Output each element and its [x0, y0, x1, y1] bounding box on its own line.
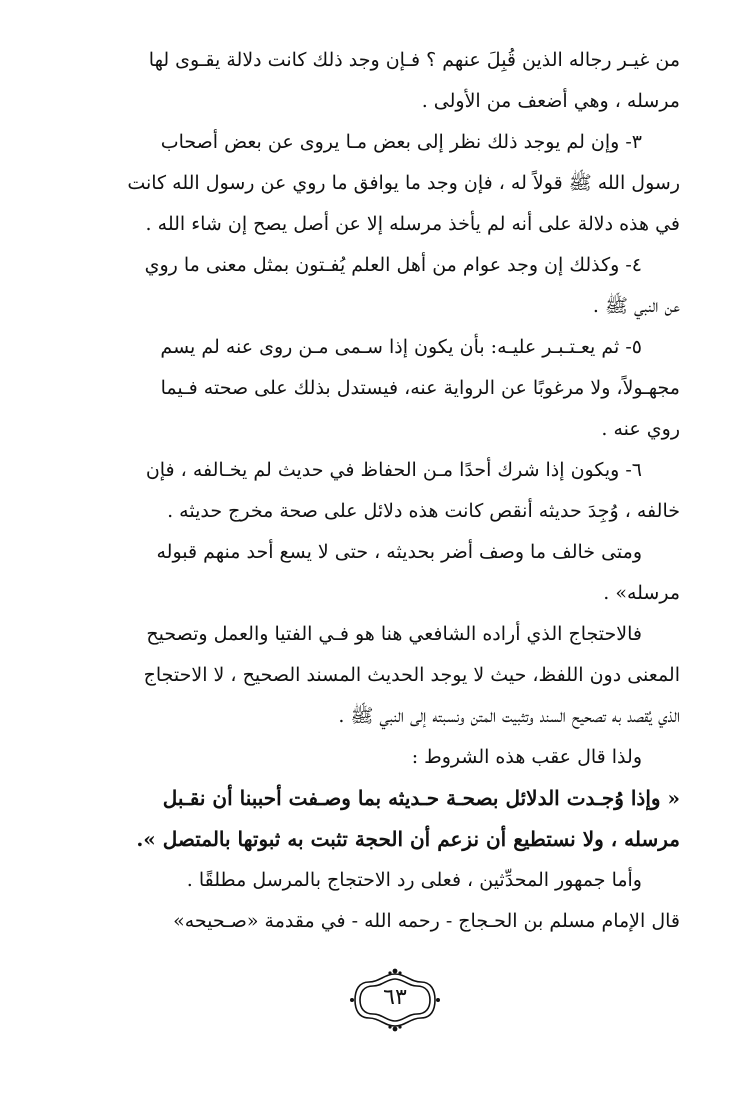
quote-line: « وإذا وُجـدت الدلائل بصحـة حـديثه بما وصـفت أحببنا أن نقـبل: [162, 786, 680, 810]
text-line: الذي يُقصد به تصحيح السند وتثبيت المتن ونسبته إلى النبي ﷺ .: [338, 705, 680, 727]
text-line: روي عنه .: [601, 418, 680, 440]
text-line: ٤- وكذلك إن وجد عوام من أهل العلم يُفـتون بمثل معنى ما روي: [144, 254, 642, 276]
quote-line: مرسله ، ولا نستطيع أن نزعم أن الحجة تثبت به ثبوتها بالمتصل ».: [136, 827, 680, 851]
text-line: فالاحتجاج الذي أراده الشافعي هنا هو فـي الفتيا والعمل وتصحيح: [146, 623, 642, 645]
text-line: رسول الله ﷺ قولاً له ، فإن وجد ما يوافق ما روي عن رسول الله كانت: [127, 172, 680, 194]
text-line: ومتى خالف ما وصف أضر بحديثه ، حتى لا يسع أحد منهم قبوله: [156, 541, 642, 563]
text-line: من غيـر رجاله الذين قُبِلَ عنهم ؟ فـإن وجد ذلك كانت دلالة يقـوى لها: [148, 49, 680, 71]
text-line: مرسله» .: [603, 582, 680, 604]
page-number: ٦٣: [383, 985, 407, 1010]
text-line: مرسله ، وهي أضعف من الأولى .: [421, 90, 680, 112]
text-line: ٦- ويكون إذا شرك أحدًا مـن الحفاظ في حديث لم يخـالفه ، فإن: [145, 459, 642, 481]
text-line: في هذه دلالة على أنه لم يأخذ مرسله إلا عن أصل يصح إن شاء الله .: [145, 213, 680, 235]
text-line: عن النبي ﷺ .: [592, 295, 680, 317]
text-line: ٣- وإن لم يوجد ذلك نظر إلى بعض مـا يروى عن بعض أصحاب: [160, 131, 642, 153]
text-line: المعنى دون اللفظ، حيث لا يوجد الحديث المسند الصحيح ، لا الاحتجاج: [143, 664, 680, 686]
text-line: وأما جمهور المحدِّثين ، فعلى رد الاحتجاج بالمرسل مطلقًا .: [186, 869, 642, 891]
text-line: ٥- ثم يعـتـبـر عليـه: بأن يكون إذا سـمى مـن روى عنه لم يسم: [160, 336, 642, 358]
page-body: [100, 40, 680, 942]
text-line: خالفه ، وُجِدَ حديثه أنقص كانت هذه دلائل على صحة مخرج حديثه .: [167, 500, 680, 522]
text-line: ولذا قال عقب هذه الشروط :: [411, 746, 642, 768]
page-number-ornament: [349, 968, 441, 1032]
text-line: قال الإمام مسلم بن الحـجاج - رحمه الله - في مقدمة «صـحيحه»: [173, 910, 680, 932]
text-line: مجهـولاً، ولا مرغوبًا عن الرواية عنه، فيستدل بذلك على صحته فـيما: [160, 377, 680, 399]
